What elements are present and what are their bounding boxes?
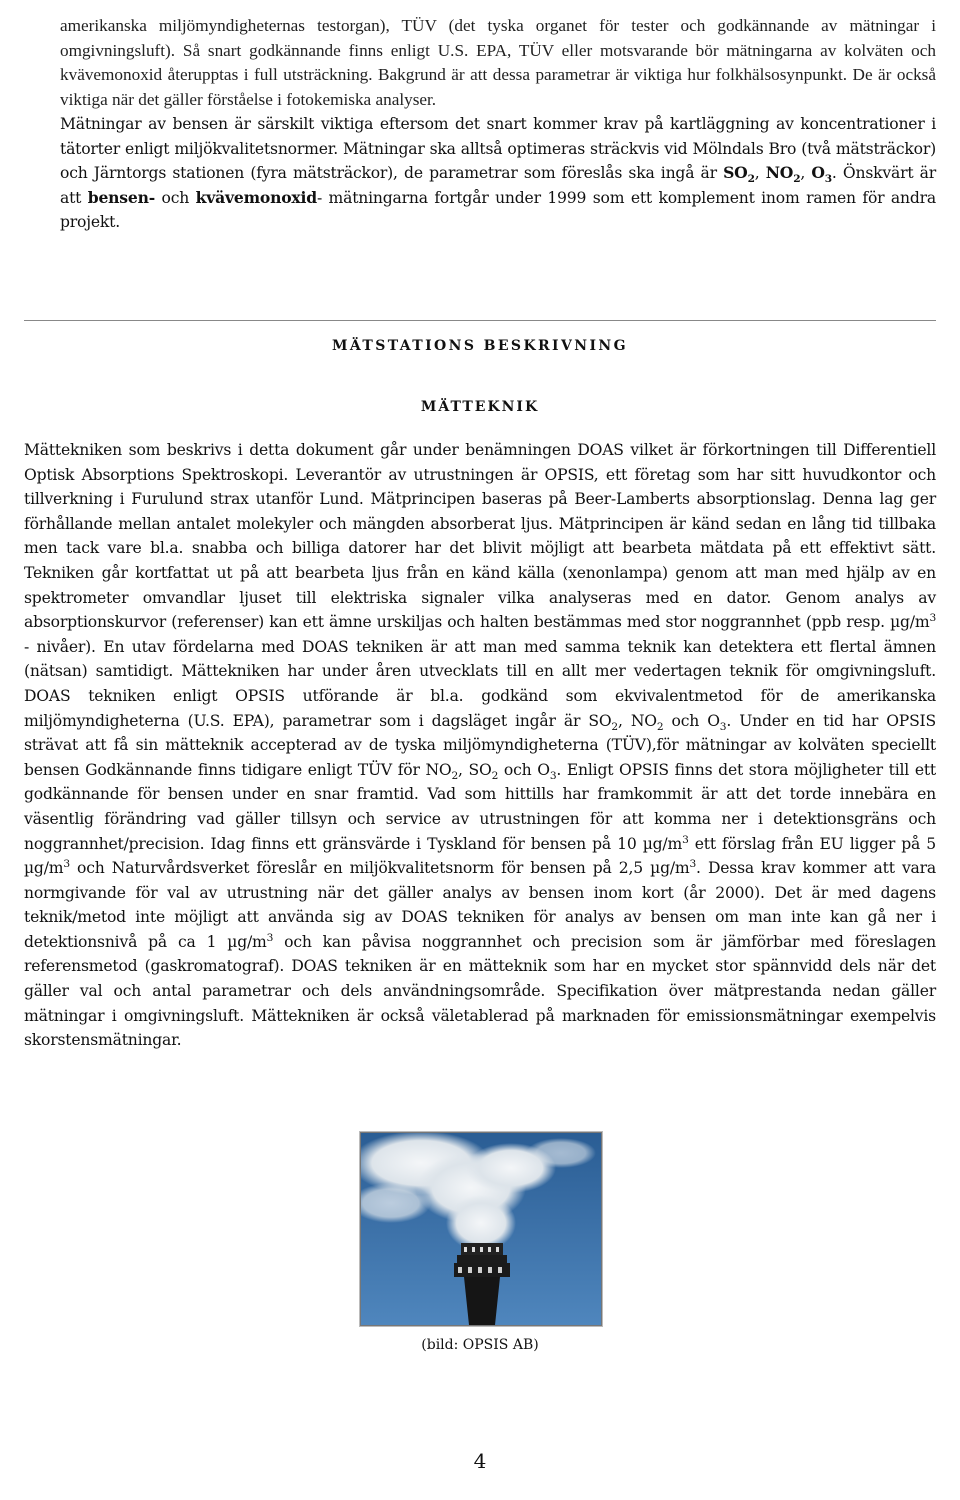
intro-paragraph-2: Mätningar av bensen är särskilt viktiga eftersom det snart kommer krav på kartläggning av koncentrationer i tätorter enligt miljökvalitetsnormer. Mätningar ska alltså optimeras sträckvis vid Mölndals Bro (två mätsträckor) och Järntorgs stationen (fyra mätsträckor), de parametrar som föreslås ska ingå är $SO_2$, $NO_2$, $O_3$. Önskvärt är att bensen- och kvävemonoxid- mätningarna fortgår under 1999 som ett komplement inom ramen för andra projekt. xyxy=(60,115,937,231)
intro-text-2: Mätningar av bensen är särskilt viktiga eftersom det snart kommer krav på kartläggning av koncentrationer i tätorter enligt miljökvalitetsnormer. Mätningar ska alltså optimeras sträckvis vid Mölndals Bro (två mätsträckor) och Järntorgs stationen (fyra mätsträckor), de parametrar som föreslås ska ingå är xyxy=(60,115,936,182)
body-paragraph: Mättekniken som beskrivs i detta dokument går under benämningen DOAS vilket är förkortningen till Differentiell Optisk Absorptions Spektroskopi. Leverantör av utrustningen är OPSIS, ett företag som har sitt huvudkontor och tillverkning i Furulund strax utanför Lund. Mätprincipen baseras på Beer-Lamberts absorptionslag. Denna lag ger förhållande mellan antalet molekyler och mängden absorberat ljus. Mätprincipen är känd sedan en lång tid tillbaka men tack vare bl.a. snabba och billiga datorer har det blivit möjligt att bearbeta mätdata på ett effektivt sätt. Tekniken går kortfattat ut på att bearbeta ljus från en känd källa (xenonlampa) genom att man med hjälp av en spektrometer omvandlar ljuset till elektriska signaler vilka analyseras med en dator. Genom analys av absorptionskurvor (referenser) kan ett ämne urskiljas och halten bestämmas med stor noggrannhet (ppb resp. $\mu g/m^3$ - nivåer). En utav fördelarna med DOAS tekniken är att man med samma teknik kan detektera ett flertal ämnen (nätsan) samtidigt. Mättekniken har under åren utvecklats till en allt mer vedertagen teknik för omgivningsluft. DOAS tekniken enligt OPSIS utförande är bl.a. godkänd som ekvivalentmetod för de amerikanska miljömyndigheterna (U.S. EPA), parametrar som i dagsläget ingår är $SO_2$, $NO_2$ och $O_3$. Under en tid har OPSIS strävat att få sin mätteknik accepterad av de tyska miljömyndigheterna (TÜV),för mätningar av kolväten speciellt bensen Godkännande finns tidigare enligt TÜV för $NO_2$, $SO_2$ och $O_3$. Enligt OPSIS finns det stora möjligheter till ett godkännande för bensen under en snar framtid. Vad som hittills har framkommit är att det torde innebära en väsentlig förändring vad gäller tillsyn och service av utrustningen för att komma ner i detektionsgräns och noggrannhet/precision. Idag finns ett gränsvärde i Tyskland för bensen på 10 $\mu g/m^3$ ett förslag från EU ligger på 5 $\mu g/m^3$ och Naturvårdsverket föreslår en miljökvalitetsnorm för bensen på 2,5 $\mu g/m^3$. Dessa krav kommer att vara normgivande för val av utrustning när det gäller analys av bensen inom kort (år 2000). Det är med dagens teknik/metod inte möjligt att använda sig av DOAS tekniken för analys av bensen om man inte kan gå ner i detektionsnivå på ca 1 $\mu g/m^3$ och kan påvisa noggrannhet och precision som är jämförbar med föreslagen referensmetod (gaskromatograf). DOAS tekniken är en mätteknik som har en mycket stor spännvidd dels när det gäller val och antal parametrar och dels användningsområde. Specifikation över mätprestanda nedan gäller mätningar i omgivningsluft. Mättekniken är också väletablerad på marknaden för emissionsmätningar exempelvis skorstensmätningar. xyxy=(24,441,937,1050)
bensen-bold: bensen- xyxy=(87,187,156,207)
section-divider xyxy=(24,320,936,321)
intro-text-1: amerikanska miljömyndigheternas testorgan), TÜV (det tyska organet för tester och godkännande av mätningar i omgivningsluft). Så snart godkännande finns enligt U.S. EPA, TÜV eller motsvarande bör mätningarna av kolväten och kvävemonoxid återupptas i full utsträckning. Bakgrund är att dessa parametrar är viktiga hur folkhälsosynpunkt. De är också viktiga när det gäller förståelse i fotokemiska analyser. xyxy=(60,16,936,109)
subsection-heading: MÄTTEKNIK xyxy=(420,399,540,415)
matteknik-section xyxy=(24,438,936,1053)
page-content xyxy=(60,14,936,235)
o3-formula: $O_3$ xyxy=(811,163,832,186)
no2-formula: $NO_2$ xyxy=(765,163,801,186)
intro-paragraph xyxy=(60,14,936,112)
kvavemonoxid-bold: kvävemonoxid xyxy=(195,187,317,207)
intro-text-3a: Önskvärt är att xyxy=(60,164,937,207)
figure-caption: (bild: OPSIS AB) xyxy=(421,1337,539,1353)
page-number: 4 xyxy=(473,1449,487,1473)
chimney-image xyxy=(361,1133,601,1325)
chimney-photo xyxy=(360,1132,602,1326)
intro-text-3b: - mätningarna fortgår under 1999 som ett komplement inom ramen för andra projekt. xyxy=(60,188,936,231)
so2-formula: $SO_2$ xyxy=(723,163,755,186)
section-heading: MÄTSTATIONS BESKRIVNING xyxy=(332,338,628,354)
